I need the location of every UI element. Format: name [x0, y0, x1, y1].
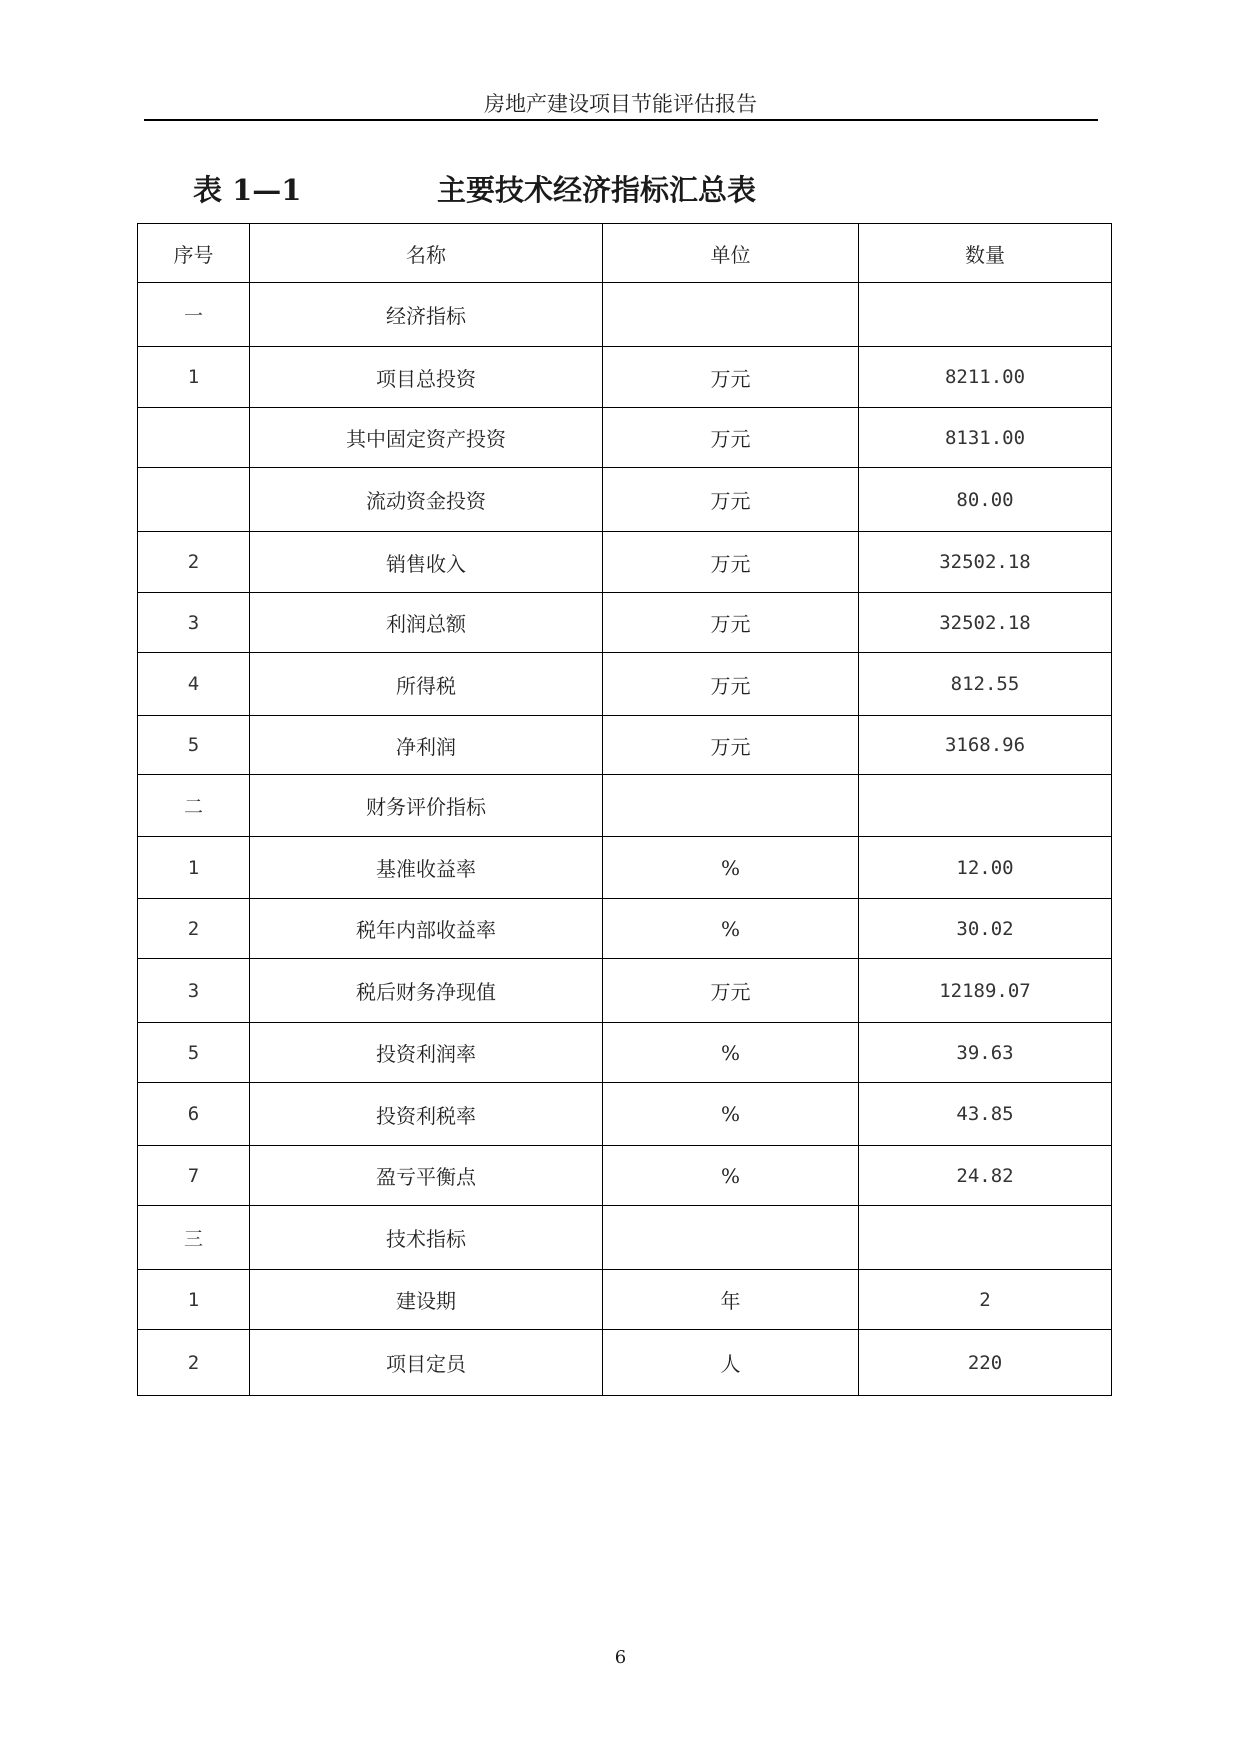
indicator-name: 项目总投资	[250, 347, 603, 408]
value: 32502.18	[859, 593, 1112, 653]
value: 30.02	[859, 899, 1112, 959]
table-header-row	[138, 224, 1112, 283]
value	[859, 775, 1112, 837]
running-header: 房地产建设项目节能评估报告	[484, 92, 757, 116]
unit: %	[603, 1083, 859, 1146]
table-row	[138, 1083, 1112, 1146]
indicator-name: 盈亏平衡点	[250, 1146, 603, 1206]
table-row	[138, 1270, 1112, 1330]
row-index: 2	[138, 899, 250, 959]
indicator-name: 税后财务净现值	[250, 959, 603, 1023]
row-index: 6	[138, 1083, 250, 1146]
indicator-name: 技术指标	[250, 1206, 603, 1270]
column-header: 名称	[250, 224, 603, 283]
unit: %	[603, 1023, 859, 1083]
indicator-name: 建设期	[250, 1270, 603, 1330]
unit: %	[603, 837, 859, 899]
unit: 万元	[603, 716, 859, 775]
indicator-name: 投资利润率	[250, 1023, 603, 1083]
unit: 万元	[603, 653, 859, 716]
indicator-name: 基准收益率	[250, 837, 603, 899]
row-index: 1	[138, 1270, 250, 1330]
row-index	[138, 468, 250, 532]
value: 8131.00	[859, 408, 1112, 468]
unit	[603, 775, 859, 837]
table-row	[138, 959, 1112, 1023]
indicator-name: 销售收入	[250, 532, 603, 593]
row-index: 一	[138, 283, 250, 347]
row-index: 1	[138, 837, 250, 899]
row-index	[138, 408, 250, 468]
row-index: 2	[138, 532, 250, 593]
value: 8211.00	[859, 347, 1112, 408]
unit: %	[603, 1146, 859, 1206]
row-index: 3	[138, 593, 250, 653]
indicator-name: 投资利税率	[250, 1083, 603, 1146]
unit: %	[603, 899, 859, 959]
row-index: 2	[138, 1330, 250, 1396]
table-row	[138, 283, 1112, 347]
value: 12189.07	[859, 959, 1112, 1023]
value: 812.55	[859, 653, 1112, 716]
table-row	[138, 532, 1112, 593]
unit: 万元	[603, 408, 859, 468]
column-header: 数量	[859, 224, 1112, 283]
indicator-name: 税年内部收益率	[250, 899, 603, 959]
table-title: 主要技术经济指标汇总表	[437, 173, 757, 207]
indicator-name: 流动资金投资	[250, 468, 603, 532]
value: 24.82	[859, 1146, 1112, 1206]
unit: 万元	[603, 959, 859, 1023]
indicator-table	[137, 223, 1112, 1396]
column-header: 序号	[138, 224, 250, 283]
table-number: 表 1—1	[193, 173, 302, 207]
unit	[603, 283, 859, 347]
indicator-name: 利润总额	[250, 593, 603, 653]
unit	[603, 1206, 859, 1270]
value: 32502.18	[859, 532, 1112, 593]
row-index: 3	[138, 959, 250, 1023]
row-index: 二	[138, 775, 250, 837]
value: 12.00	[859, 837, 1112, 899]
unit: 万元	[603, 532, 859, 593]
indicator-name: 财务评价指标	[250, 775, 603, 837]
header-rule	[144, 119, 1098, 121]
indicator-name: 经济指标	[250, 283, 603, 347]
indicator-name: 净利润	[250, 716, 603, 775]
value	[859, 283, 1112, 347]
table-row	[138, 837, 1112, 899]
unit: 人	[603, 1330, 859, 1396]
table-row	[138, 716, 1112, 775]
column-header: 单位	[603, 224, 859, 283]
table-row	[138, 775, 1112, 837]
table-row	[138, 1330, 1112, 1396]
table-row	[138, 1206, 1112, 1270]
value: 220	[859, 1330, 1112, 1396]
value: 3168.96	[859, 716, 1112, 775]
unit: 万元	[603, 347, 859, 408]
table-row	[138, 1023, 1112, 1083]
value	[859, 1206, 1112, 1270]
table-row	[138, 347, 1112, 408]
row-index: 5	[138, 1023, 250, 1083]
table-row	[138, 408, 1112, 468]
unit: 年	[603, 1270, 859, 1330]
table-row	[138, 899, 1112, 959]
table-row	[138, 593, 1112, 653]
value: 2	[859, 1270, 1112, 1330]
value: 43.85	[859, 1083, 1112, 1146]
indicator-name: 其中固定资产投资	[250, 408, 603, 468]
unit: 万元	[603, 468, 859, 532]
page-number: 6	[614, 1647, 627, 1668]
row-index: 5	[138, 716, 250, 775]
unit: 万元	[603, 593, 859, 653]
row-index: 三	[138, 1206, 250, 1270]
indicator-name: 项目定员	[250, 1330, 603, 1396]
value: 39.63	[859, 1023, 1112, 1083]
indicator-name: 所得税	[250, 653, 603, 716]
table-row	[138, 468, 1112, 532]
table-row	[138, 1146, 1112, 1206]
value: 80.00	[859, 468, 1112, 532]
row-index: 1	[138, 347, 250, 408]
row-index: 7	[138, 1146, 250, 1206]
row-index: 4	[138, 653, 250, 716]
table-row	[138, 653, 1112, 716]
